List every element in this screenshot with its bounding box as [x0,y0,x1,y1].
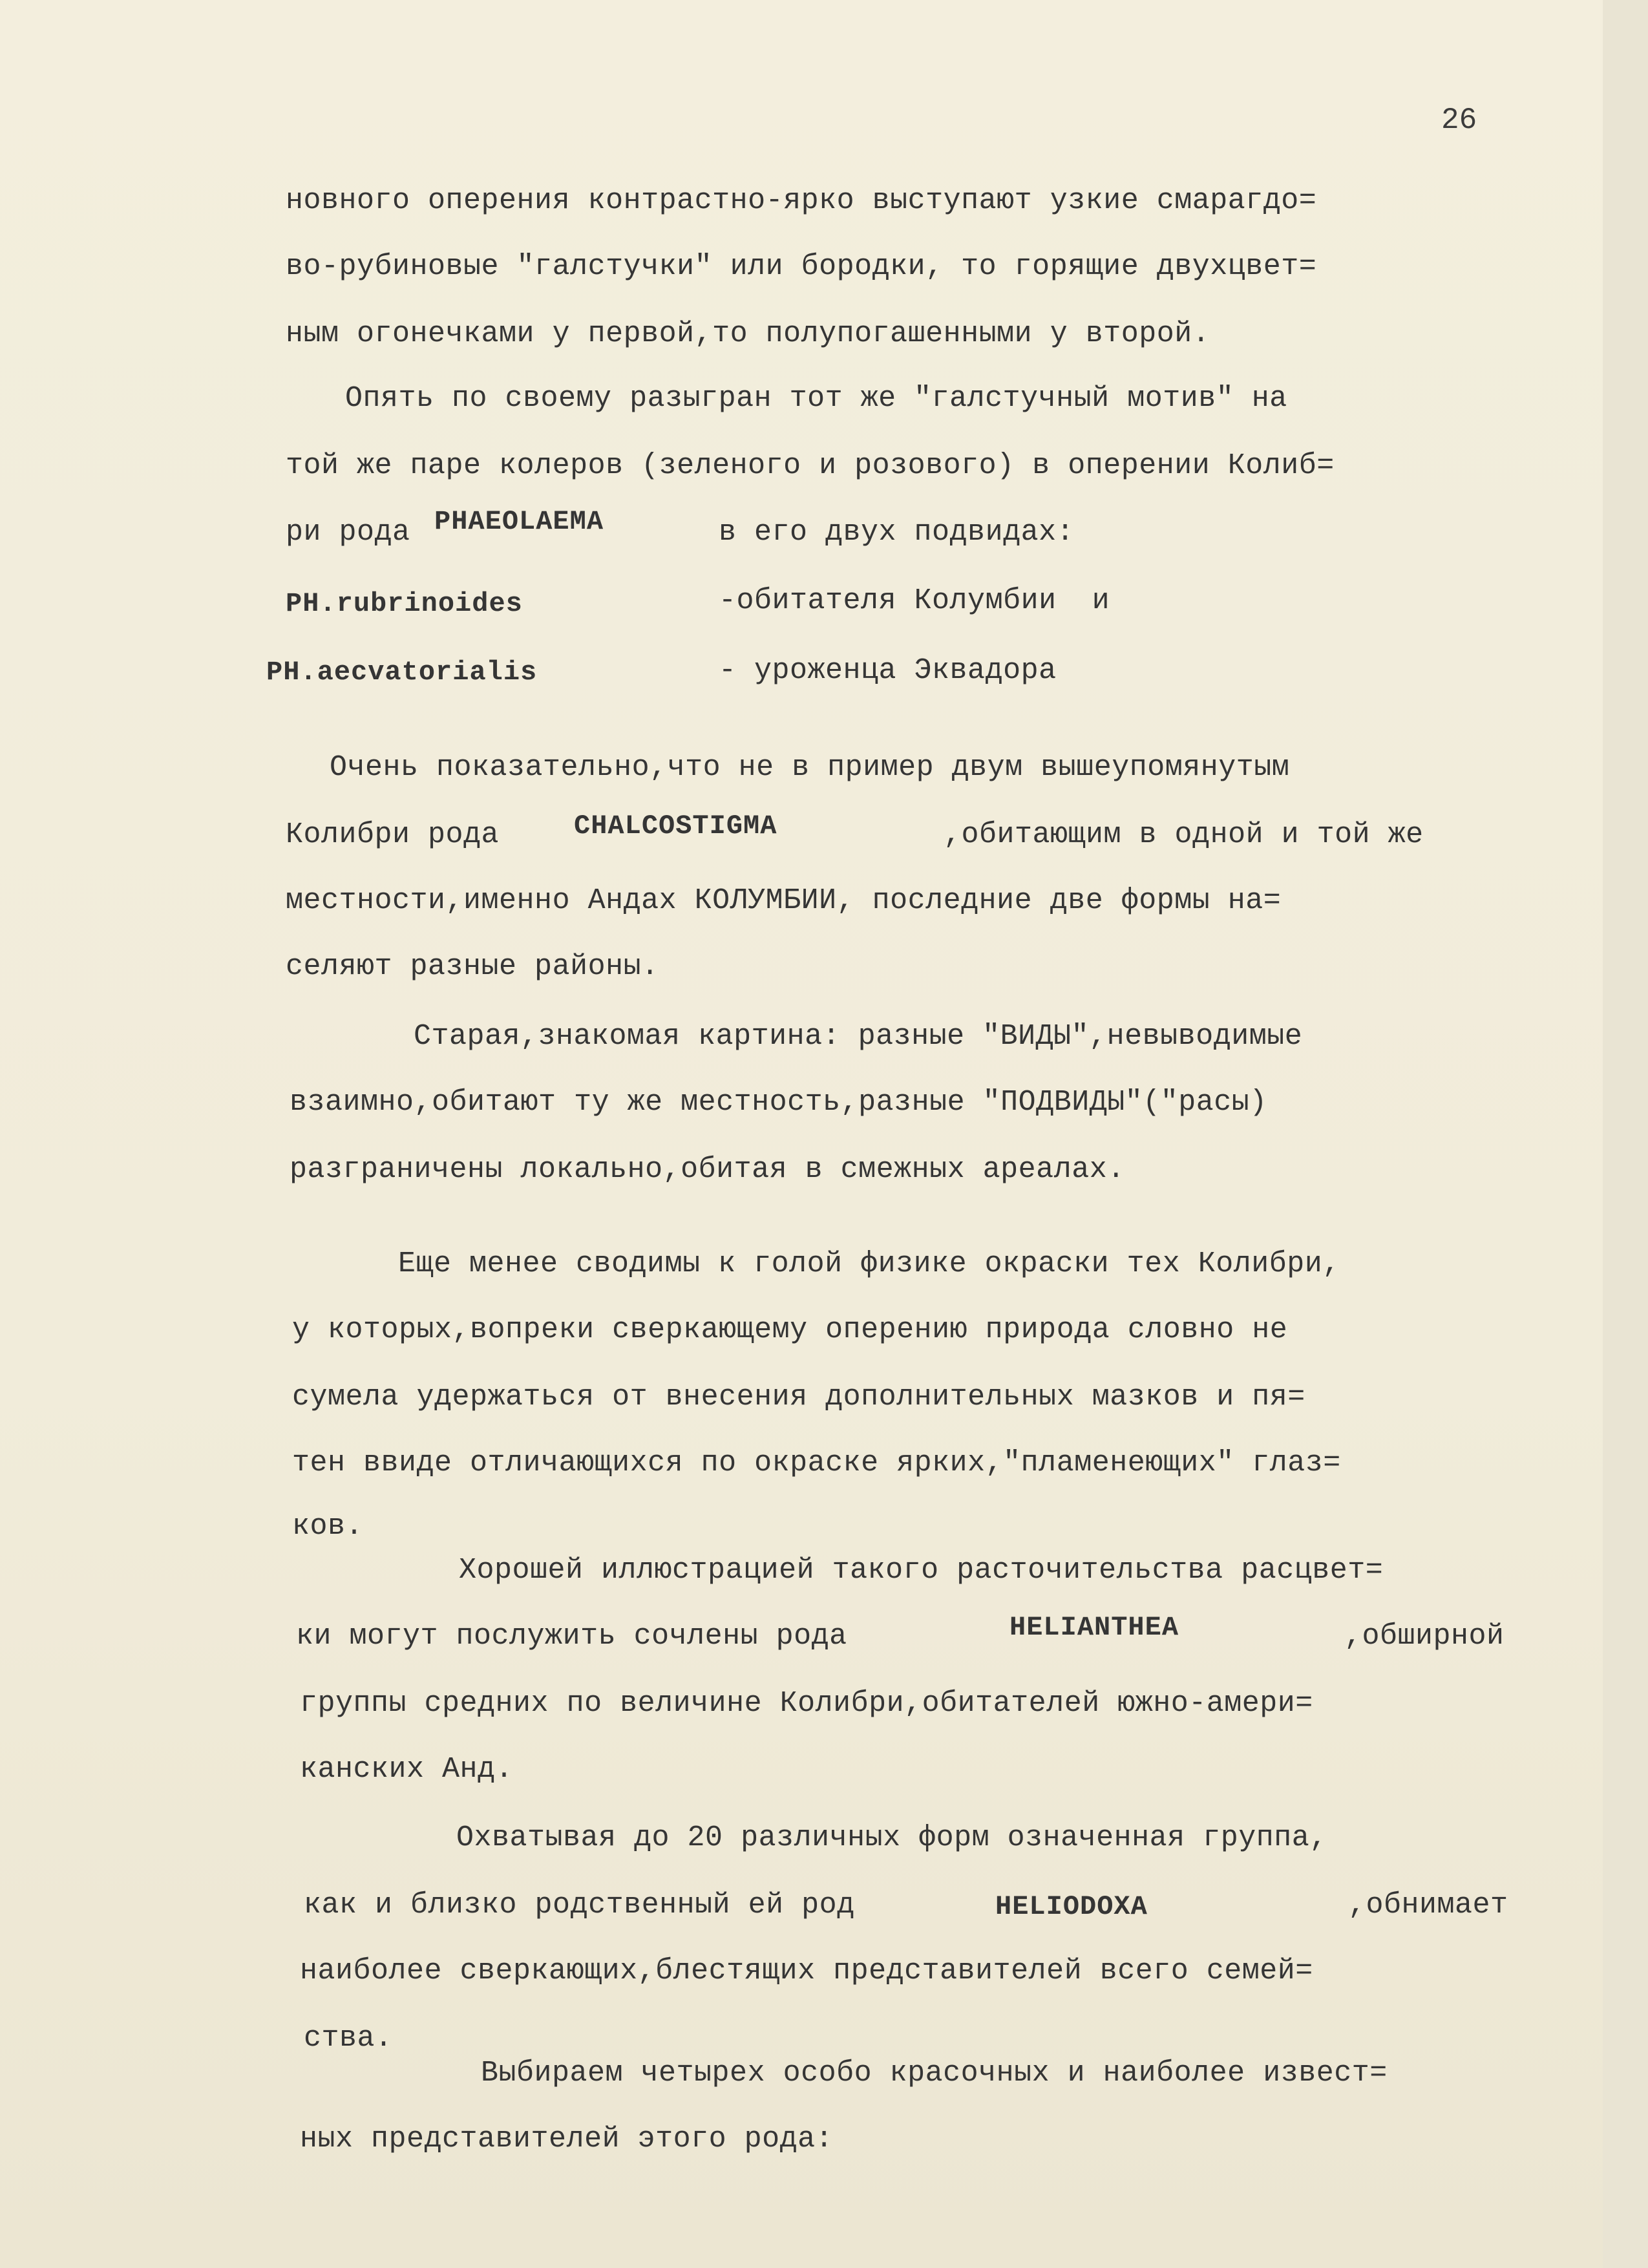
text-line: взаимно,обитают ту же местность,разные "ПОДВИДЫ"("расы) [290,1086,1267,1119]
text-line: тен ввиде отличающихся по окраске ярких,"пламенеющих" глаз= [292,1447,1341,1479]
text-line: местности,именно Андах КОЛУМБИИ, последние две формы на= [286,884,1282,917]
text-line: Опять по своему разыгран тот же "галстучный мотив" на [345,382,1287,415]
text-line: ных представителей этого рода: [300,2123,834,2156]
text-line: новного оперения контрастно-ярко выступают узкие смарагдо= [286,184,1317,217]
text-line: ри рода [286,516,410,549]
text-line: разграничены локально,обитая в смежных ареалах. [290,1153,1125,1186]
text-line: группы средних по величине Колибри,обитателей южно-амери= [300,1687,1313,1720]
text-line: ки могут послужить сочлены рода [296,1620,847,1653]
text-line: ,обитающим в одной и той же [944,818,1424,851]
text-line: во-рубиновые "галстучки" или бородки, то горящие двухцвет= [286,250,1317,283]
genus-name: HELIODOXA [995,1891,1148,1922]
text-line: ,обширной [1344,1620,1505,1653]
text-line: сумела удержаться от внесения дополнительных мазков и пя= [292,1381,1305,1414]
text-line: в его двух подвидах: [719,516,1075,549]
subspecies-name: PH.rubrinoides [286,588,523,619]
text-line: Колибри рода [286,818,500,851]
text-line: -обитателя Колумбии и [719,584,1110,617]
text-line: Старая,знакомая картина: разные "ВИДЫ",невыводимые [414,1020,1303,1053]
text-line: той же паре колеров (зеленого и розового) в оперении Колиб= [286,449,1335,482]
text-line: ным огонечками у первой,то полупогашенными у второй. [286,317,1210,350]
subspecies-name: PH.aecvatorialis [266,657,538,688]
genus-name: HELIANTHEA [1009,1612,1179,1643]
text-line: наиболее сверкающих,блестящих представителей всего семей= [300,1955,1313,1987]
genus-name: PHAEOLAEMA [434,506,604,537]
text-line: Хорошей иллюстрацией такого расточительства расцвет= [459,1554,1384,1587]
sheet-edge [1603,0,1648,2268]
text-line: у которых,вопреки сверкающему оперению природа словно не [292,1313,1288,1346]
text-line: ,обнимает [1348,1889,1508,1922]
text-line: Охватывая до 20 различных форм означенная группа, [456,1821,1327,1854]
text-line: Очень показательно,что не в пример двум вышеупомянутым [330,751,1290,784]
page-number: 26 [1441,103,1477,137]
text-line: как и близко родственный ей род [304,1889,855,1922]
text-line: канских Анд. [300,1753,514,1786]
text-line: Выбираем четырех особо красочных и наиболее извест= [481,2057,1388,2090]
text-line: ства. [304,2022,393,2055]
text-line: - уроженца Эквадора [719,654,1057,687]
genus-name: CHALCOSTIGMA [574,811,777,842]
text-line: Еще менее сводимы к голой физике окраски тех Колибри, [398,1247,1340,1280]
text-line: ков. [292,1510,364,1543]
text-line: селяют разные районы. [286,950,659,983]
